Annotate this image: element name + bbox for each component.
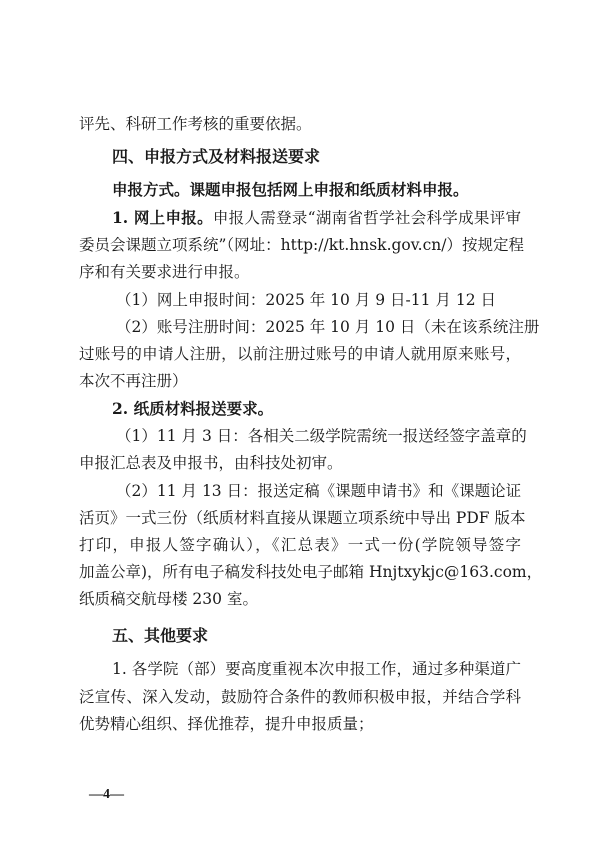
paragraph-line: 打印，申报人签字确认），《汇总表》一式一份(学院领导签字 — [79, 536, 521, 554]
paragraph-line: （1）网上申报时间：2025 年 10 月 9 日-11 月 12 日 — [116, 291, 496, 309]
paragraph-line: 本次不再注册） — [79, 372, 188, 390]
subheading: 1. 网上申报。 — [112, 208, 213, 227]
page-number: —4— — [89, 787, 124, 802]
paragraph-text: 申报人需登录“湖南省哲学社会科学成果评审 — [212, 209, 521, 227]
paragraph-line: 加盖公章)，所有电子稿发科技处电子邮箱 Hnjtxykjc@163.com， — [79, 563, 543, 581]
subheading: 2. 纸质材料报送要求。 — [112, 399, 274, 418]
paragraph-line: 过账号的申请人注册，以前注册过账号的申请人就用原来账号， — [79, 345, 521, 363]
section-heading: 五、其他要求 — [112, 626, 209, 645]
paragraph-line: （1）11 月 3 日：各相关二级学院需统一报送经签字盖章的 — [116, 427, 527, 445]
paragraph-line — [112, 208, 521, 228]
paragraph-line: 1. 各学院（部）要高度重视本次申报工作，通过多种渠道广 — [112, 660, 521, 678]
paragraph-line: 申报汇总表及申报书，由科技处初审。 — [79, 454, 343, 472]
paragraph-line: 序和有关要求进行申报。 — [79, 263, 250, 281]
paragraph-line: （2）账号注册时间：2025 年 10 月 10 日（未在该系统注册 — [116, 318, 540, 336]
paragraph-line: 申报方式。课题申报包括网上申报和纸质材料申报。 — [112, 180, 469, 199]
paragraph-line: （2）11 月 13 日：报送定稿《课题申请书》和《课题论证 — [116, 482, 522, 500]
paragraph-line: 委员会课题立项系统”（网址：http://kt.hnsk.gov.cn/）按规定程 — [79, 236, 524, 254]
paragraph-line: 纸质稿交航母楼 230 室。 — [79, 590, 258, 608]
paragraph-line: 活页》一式三份（纸质材料直接从课题立项系统中导出 PDF 版本 — [79, 509, 526, 527]
section-heading: 四、申报方式及材料报送要求 — [112, 147, 321, 166]
paragraph-line: 评先、科研工作考核的重要依据。 — [79, 115, 312, 133]
paragraph-line: 优势精心组织、择优推荐，提升申报质量； — [79, 715, 374, 733]
paragraph-line: 泛宣传、深入发动，鼓励符合条件的教师积极申报，并结合学科 — [79, 688, 521, 706]
